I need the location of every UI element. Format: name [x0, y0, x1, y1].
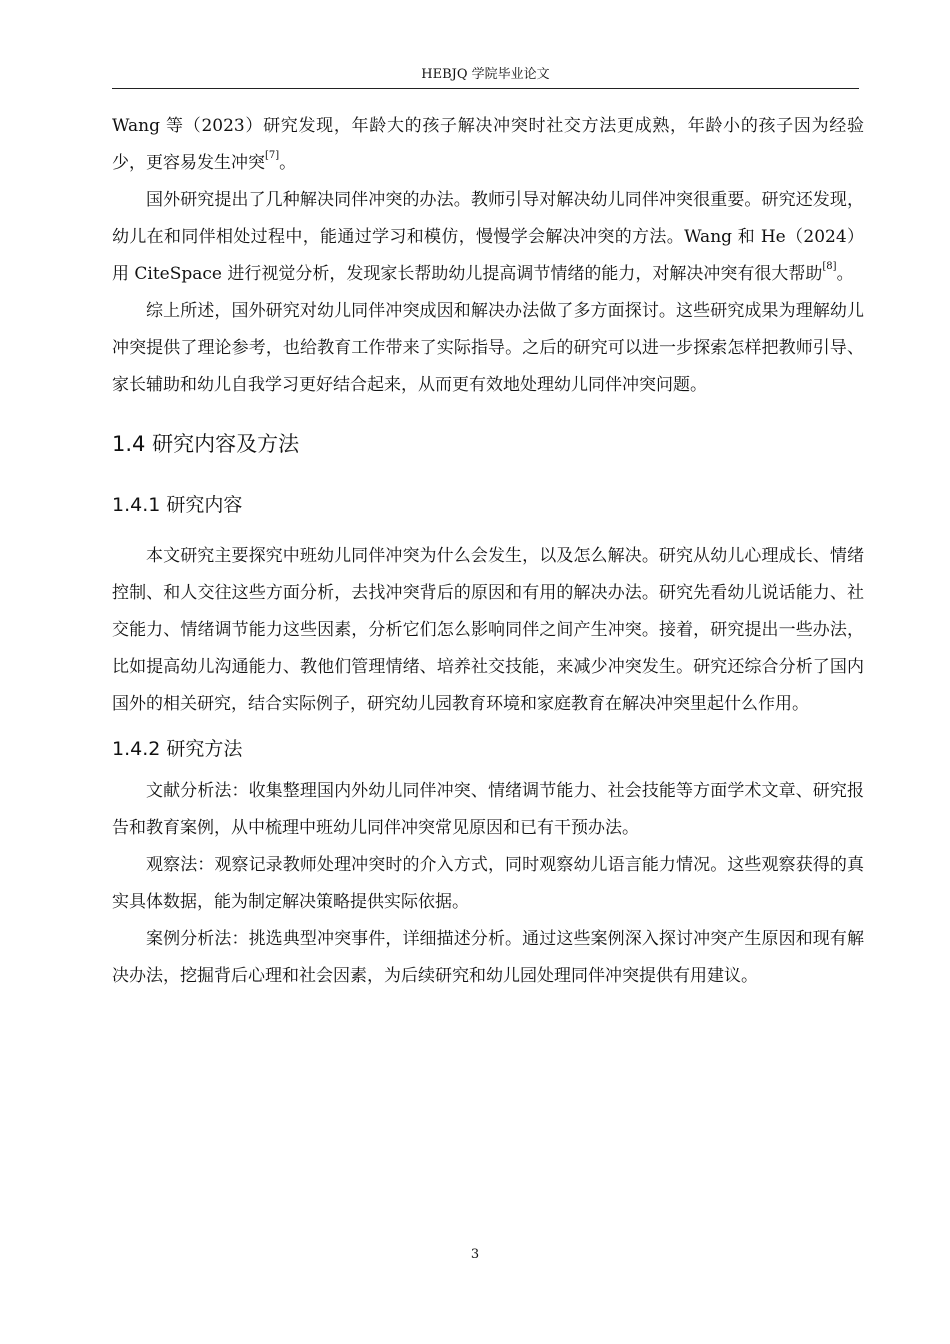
page-body — [112, 108, 864, 995]
page-number: 3 — [470, 1247, 480, 1262]
paragraph-foreign-methods — [112, 182, 864, 293]
paragraph-wang-2023 — [112, 108, 864, 182]
paragraph-literature-method: 文献分析法：收集整理国内外幼儿同伴冲突、情绪调节能力、社会技能等方面学术文章、研究报告和教育案例，从中梳理中班幼儿同伴冲突常见原因和已有干预办法。 — [112, 781, 864, 838]
paragraph-text: 国外研究提出了几种解决同伴冲突的办法。教师引导对解决幼儿同伴冲突很重要。研究还发现，幼儿在和同伴相处过程中，能通过学习和模仿，慢慢学会解决冲突的方法。Wang 和 He（2024）用 CiteSpace 进行视觉分析，发现家长帮助幼儿提高调节情绪的能力，对解决冲突有很大帮助 — [112, 190, 864, 284]
paragraph-text: Wang 等（2023）研究发现，年龄大的孩子解决冲突时社交方法更成熟，年龄小的孩子因为经验少，更容易发生冲突 — [112, 116, 864, 173]
citation-7: [7] — [265, 150, 280, 161]
header-title: HEBJQ 学院毕业论文 — [421, 67, 550, 82]
citation-8: [8] — [822, 261, 837, 272]
paragraph-end: 。 — [279, 153, 297, 173]
paragraph-research-content: 本文研究主要探究中班幼儿同伴冲突为什么会发生，以及怎么解决。研究从幼儿心理成长、情绪控制、和人交往这些方面分析，去找冲突背后的原因和有用的解决办法。研究先看幼儿说话能力、社交能力、情绪调节能力这些因素，分析它们怎么影响同伴之间产生冲突。接着，研究提出一些办法，比如提高幼儿沟通能力、教他们管理情绪、培养社交技能，来减少冲突发生。研究还综合分析了国内国外的相关研究，结合实际例子，研究幼儿园教育环境和家庭教育在解决冲突里起什么作用。 — [112, 546, 864, 714]
section-heading-1-4: 1.4 研究内容及方法 — [112, 432, 300, 456]
section-heading-1-4-2: 1.4.2 研究方法 — [112, 738, 243, 760]
paragraph-case-method: 案例分析法：挑选典型冲突事件，详细描述分析。通过这些案例深入探讨冲突产生原因和现有解决办法，挖掘背后心理和社会因素，为后续研究和幼儿园处理同伴冲突提供有用建议。 — [112, 929, 864, 986]
page-footer — [0, 1245, 950, 1265]
paragraph-observation-method: 观察法：观察记录教师处理冲突时的介入方式，同时观察幼儿语言能力情况。这些观察获得的真实具体数据，能为制定解决策略提供实际依据。 — [112, 855, 864, 912]
section-heading-1-4-1: 1.4.1 研究内容 — [112, 494, 243, 516]
page-header — [112, 64, 859, 89]
paragraph-summary: 综上所述，国外研究对幼儿同伴冲突成因和解决办法做了多方面探讨。这些研究成果为理解幼儿冲突提供了理论参考，也给教育工作带来了实际指导。之后的研究可以进一步探索怎样把教师引导、家长辅助和幼儿自我学习更好结合起来，从而更有效地处理幼儿同伴冲突问题。 — [112, 301, 864, 395]
paragraph-end: 。 — [836, 264, 854, 284]
